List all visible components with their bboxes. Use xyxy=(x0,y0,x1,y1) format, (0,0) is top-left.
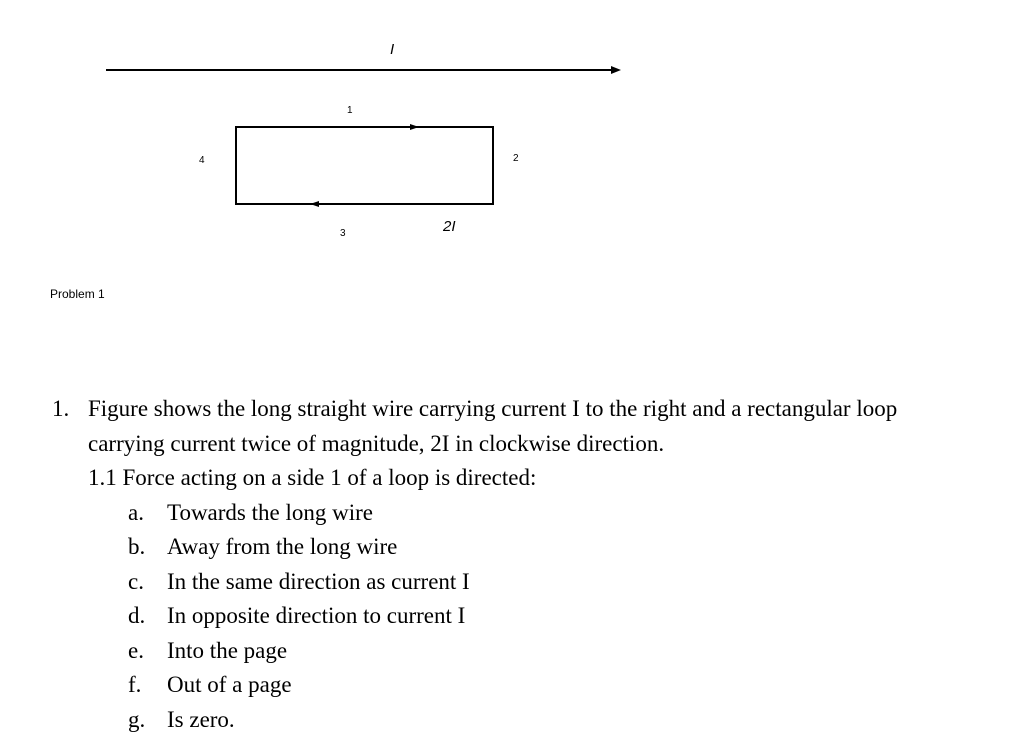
option-text: Into the page xyxy=(167,637,288,663)
loop-top-arrowhead xyxy=(410,124,419,130)
option-text: Away from the long wire xyxy=(167,534,398,559)
question-block xyxy=(52,392,1022,737)
option-f xyxy=(128,668,1022,703)
option-letter: a. xyxy=(128,499,144,525)
option-text: Out of a page xyxy=(167,672,292,697)
option-letter: c. xyxy=(128,568,144,594)
option-letter: g. xyxy=(128,706,146,732)
loop-bottom-arrowhead xyxy=(310,201,319,207)
option-e xyxy=(128,634,1022,669)
side-2-label: 2 xyxy=(513,153,519,164)
option-letter: d. xyxy=(128,603,146,628)
question-line-2 xyxy=(52,427,1022,462)
option-b xyxy=(128,530,1022,565)
option-letter: b. xyxy=(128,534,146,559)
sub-question: 1.1 Force acting on a side 1 of a loop is directed: xyxy=(88,465,537,490)
option-text: In the same direction as current I xyxy=(167,568,470,594)
option-a xyxy=(128,496,1022,531)
question-text-2: carrying current twice of magnitude, 2I in clockwise direction. xyxy=(88,430,665,456)
problem-figure xyxy=(0,0,1024,300)
option-letter: e. xyxy=(128,637,144,663)
option-c xyxy=(128,565,1022,600)
rectangular-loop xyxy=(236,127,493,204)
option-d xyxy=(128,599,1022,634)
question-text-1: Figure shows the long straight wire carrying current I to the right and a rectangular loop xyxy=(88,396,898,421)
option-text: Towards the long wire xyxy=(167,499,373,525)
option-text: In opposite direction to current I xyxy=(167,603,466,628)
option-text: Is zero. xyxy=(167,706,235,732)
problem-caption: Problem 1 xyxy=(50,287,105,301)
wire-current-label: I xyxy=(390,41,395,58)
option-letter: f. xyxy=(128,672,142,697)
side-1-label: 1 xyxy=(347,105,353,116)
option-g xyxy=(128,703,1022,738)
side-4-label: 4 xyxy=(199,155,205,166)
question-number: 1. xyxy=(52,396,70,421)
side-3-label: 3 xyxy=(340,228,346,239)
question-line-1 xyxy=(52,392,1022,427)
loop-current-label: 2I xyxy=(443,218,456,235)
wire-current-arrowhead xyxy=(611,66,621,74)
